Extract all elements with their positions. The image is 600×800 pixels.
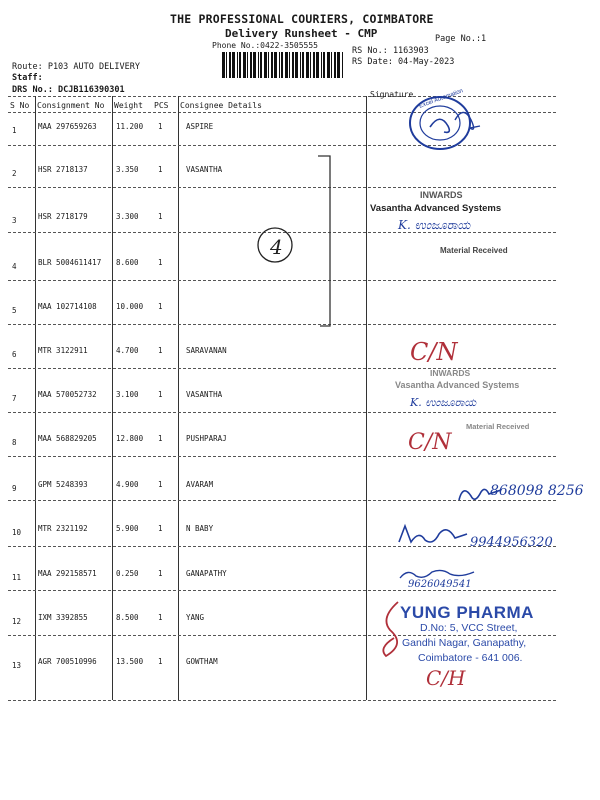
row-divider bbox=[8, 456, 556, 457]
row-pcs: 1 bbox=[158, 657, 163, 666]
barcode-bar bbox=[281, 52, 283, 78]
row-sno: 12 bbox=[12, 617, 22, 626]
row-pcs: 1 bbox=[158, 569, 163, 578]
barcode-bar bbox=[327, 52, 330, 78]
barcode-bar bbox=[237, 52, 238, 78]
row-divider bbox=[8, 590, 556, 591]
pharma-stamp-line1: D.No: 5, VCC Street, bbox=[420, 622, 518, 634]
row-consignee: PUSHPARAJ bbox=[186, 434, 227, 443]
row-weight: 8.600 bbox=[116, 258, 139, 267]
row-weight: 5.900 bbox=[116, 524, 139, 533]
phone-written-1: 868098 8256 bbox=[490, 483, 584, 499]
row-consignment-no: MAA 568829205 bbox=[38, 434, 97, 443]
barcode-bar bbox=[300, 52, 301, 78]
barcode-bar bbox=[310, 52, 311, 78]
row-weight: 13.500 bbox=[116, 657, 144, 666]
row-sno: 10 bbox=[12, 528, 22, 537]
row-pcs: 1 bbox=[158, 212, 163, 221]
row-consignment-no: MAA 102714108 bbox=[38, 302, 97, 311]
row-pcs: 1 bbox=[158, 480, 163, 489]
phone-written-3: 9626049541 bbox=[408, 579, 472, 590]
barcode bbox=[222, 52, 344, 78]
page-number: Page No.:1 bbox=[435, 34, 487, 44]
row-consignment-no: AGR 700510996 bbox=[38, 657, 97, 666]
barcode-bar bbox=[337, 52, 340, 78]
circled-count: 4 bbox=[270, 235, 283, 259]
row-pcs: 1 bbox=[158, 122, 163, 131]
row-sno: 6 bbox=[12, 350, 17, 359]
col-header-signature: Signature bbox=[370, 90, 414, 99]
rs-number: RS No.: 1163903 bbox=[352, 46, 429, 56]
row-sno: 13 bbox=[12, 661, 22, 670]
barcode-bar bbox=[302, 52, 304, 78]
row-consignment-no: GPM 5248393 bbox=[38, 480, 88, 489]
row-consignee: ASPIRE bbox=[186, 122, 214, 131]
row-consignee: YANG bbox=[186, 613, 205, 622]
row-sno: 8 bbox=[12, 438, 17, 447]
row-divider bbox=[8, 368, 556, 369]
row-weight: 3.350 bbox=[116, 165, 139, 174]
row-consignment-no: MAA 570052732 bbox=[38, 390, 97, 399]
row-sno: 2 bbox=[12, 169, 17, 178]
barcode-bar bbox=[292, 52, 294, 78]
route: Route: P103 AUTO DELIVERY bbox=[12, 62, 140, 72]
rs-date: RS Date: 04-May-2023 bbox=[352, 57, 455, 67]
barcode-bar bbox=[274, 52, 277, 78]
phone-written-2: 9944956320 bbox=[470, 535, 553, 550]
inwards-stamp-1-material: Material Received bbox=[440, 246, 508, 255]
row-consignment-no: IXM 3392855 bbox=[38, 613, 88, 622]
barcode-bar bbox=[222, 52, 225, 78]
barcode-bar bbox=[271, 52, 273, 78]
inwards-stamp-1-company: Vasantha Advanced Systems bbox=[370, 203, 502, 214]
row-sno: 3 bbox=[12, 216, 17, 225]
row-weight: 12.800 bbox=[116, 434, 144, 443]
inwards-stamp-2-material: Material Received bbox=[466, 422, 530, 431]
row-pcs: 1 bbox=[158, 390, 163, 399]
pharma-stamp-line3: Coimbatore - 641 006. bbox=[418, 652, 523, 664]
barcode-bar bbox=[229, 52, 231, 78]
pharma-stamp-name: YUNG PHARMA bbox=[400, 603, 534, 622]
pharma-stamp-line2: Gandhi Nagar, Ganapathy, bbox=[402, 637, 527, 649]
row-sno: 9 bbox=[12, 484, 17, 493]
barcode-bar bbox=[232, 52, 235, 78]
col-header-consignment: Consignment No bbox=[37, 101, 105, 110]
row-sno: 5 bbox=[12, 306, 17, 315]
barcode-bar bbox=[313, 52, 315, 78]
row-consignment-no: HSR 2718179 bbox=[38, 212, 88, 221]
inwards-stamp-1-title: INWARDS bbox=[420, 190, 463, 200]
cn-mark-1: C/N bbox=[410, 338, 458, 366]
barcode-bar bbox=[258, 52, 259, 78]
company-name: THE PROFESSIONAL COURIERS, COIMBATORE bbox=[170, 12, 434, 26]
row-consignee: SARAVANAN bbox=[186, 346, 227, 355]
row-weight: 3.300 bbox=[116, 212, 139, 221]
row-consignment-no: BLR 5004611417 bbox=[38, 258, 102, 267]
barcode-bar bbox=[264, 52, 267, 78]
document-title: Delivery Runsheet - CMP bbox=[225, 27, 378, 40]
row-consignee: GOWTHAM bbox=[186, 657, 218, 666]
row-divider bbox=[8, 635, 556, 636]
row-pcs: 1 bbox=[158, 302, 163, 311]
row-pcs: 1 bbox=[158, 165, 163, 174]
table-bottom-rule bbox=[8, 700, 556, 701]
row-weight: 4.900 bbox=[116, 480, 139, 489]
barcode-bar bbox=[260, 52, 262, 78]
signature-10 bbox=[395, 520, 470, 550]
barcode-bar bbox=[250, 52, 252, 78]
cn-mark-2: C/N bbox=[408, 430, 452, 455]
row-consignee: VASANTHA bbox=[186, 390, 223, 399]
barcode-bar bbox=[323, 52, 325, 78]
barcode-bar bbox=[247, 52, 248, 78]
drs-number: DRS No.: DCJB116390301 bbox=[12, 85, 125, 95]
barcode-bar bbox=[243, 52, 246, 78]
row-divider bbox=[8, 412, 556, 413]
row-pcs: 1 bbox=[158, 434, 163, 443]
row-sno: 4 bbox=[12, 262, 17, 271]
row-sno: 11 bbox=[12, 573, 22, 582]
row-consignee: N BABY bbox=[186, 524, 214, 533]
col-header-consignee: Consignee Details bbox=[180, 101, 262, 110]
row-consignee: VASANTHA bbox=[186, 165, 223, 174]
row-weight: 0.250 bbox=[116, 569, 139, 578]
barcode-bar bbox=[342, 52, 343, 78]
row-weight: 4.700 bbox=[116, 346, 139, 355]
row-pcs: 1 bbox=[158, 258, 163, 267]
row-pcs: 1 bbox=[158, 524, 163, 533]
inwards-stamp-2-title: INWARDS bbox=[430, 368, 471, 378]
row-weight: 10.000 bbox=[116, 302, 144, 311]
row-weight: 8.500 bbox=[116, 613, 139, 622]
inwards-stamp-2-company: Vasantha Advanced Systems bbox=[395, 380, 520, 390]
row-pcs: 1 bbox=[158, 346, 163, 355]
barcode-bar bbox=[331, 52, 332, 78]
barcode-bar bbox=[268, 52, 269, 78]
barcode-bar bbox=[295, 52, 298, 78]
barcode-bar bbox=[289, 52, 290, 78]
barcode-bar bbox=[226, 52, 227, 78]
row-consignee: GANAPATHY bbox=[186, 569, 227, 578]
barcode-bar bbox=[239, 52, 241, 78]
barcode-bar bbox=[279, 52, 280, 78]
barcode-bar bbox=[253, 52, 256, 78]
col-header-pcs: PCS bbox=[154, 101, 169, 110]
row-consignment-no: MAA 297659263 bbox=[38, 122, 97, 131]
staff-label: Staff: bbox=[12, 73, 43, 83]
row-sno: 7 bbox=[12, 394, 17, 403]
row-sno: 1 bbox=[12, 126, 17, 135]
row-weight: 11.200 bbox=[116, 122, 144, 131]
row-consignee: AVARAM bbox=[186, 480, 214, 489]
barcode-bar bbox=[316, 52, 319, 78]
barcode-bar bbox=[306, 52, 309, 78]
excel-stamp-text: Excel Automation bbox=[418, 88, 464, 110]
row-consignment-no: HSR 2718137 bbox=[38, 165, 88, 174]
inwards-stamp-2-initials: K. ಉಂಜೂರಾಯ bbox=[410, 396, 477, 409]
cn-mark-3: C/H bbox=[426, 666, 466, 690]
row-consignment-no: MTR 2321192 bbox=[38, 524, 88, 533]
col-header-sno: S No bbox=[10, 101, 30, 110]
barcode-bar bbox=[285, 52, 288, 78]
col-header-weight: Weight bbox=[114, 101, 143, 110]
barcode-bar bbox=[321, 52, 322, 78]
row-weight: 3.100 bbox=[116, 390, 139, 399]
row-pcs: 1 bbox=[158, 613, 163, 622]
bracket-mark bbox=[250, 150, 340, 330]
phone-number: Phone No.:0422-3505555 bbox=[212, 41, 318, 50]
row-consignment-no: MAA 292158571 bbox=[38, 569, 97, 578]
barcode-bar bbox=[334, 52, 336, 78]
inwards-stamp-1-initials: K. ಉಂಜೂರಾಯ bbox=[398, 218, 471, 232]
row-consignment-no: MTR 3122911 bbox=[38, 346, 88, 355]
